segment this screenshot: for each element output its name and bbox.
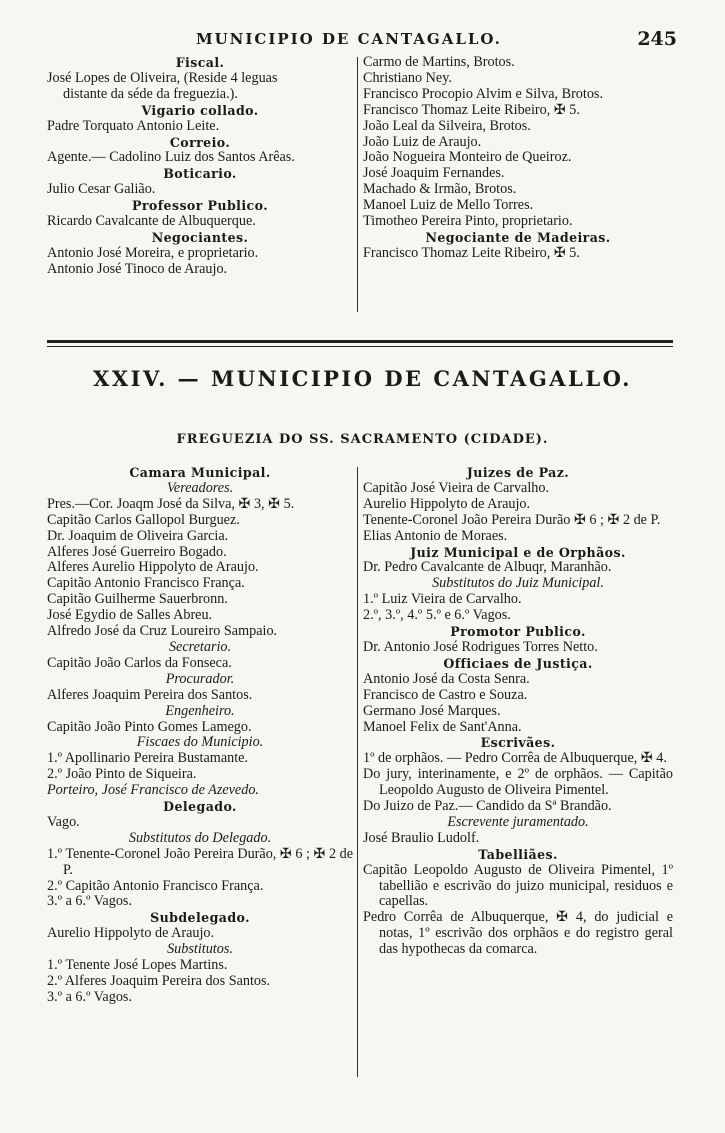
madeiras-heading: Negociante de Madeiras. bbox=[425, 229, 611, 245]
column-divider bbox=[357, 57, 358, 312]
juiz-municipal-heading: Juiz Municipal e de Orphãos. bbox=[410, 544, 626, 560]
escrivao-line: Do Juizo de Paz.— Candido da Sª Brandão. bbox=[363, 799, 612, 815]
boticario-heading: Boticario. bbox=[163, 166, 237, 182]
boticario-line: Julio Cesar Galião. bbox=[47, 182, 156, 198]
juiz-line: Tenente-Coronel João Pereira Durão ✠ 6 ; ✠ 2 de P. bbox=[363, 511, 661, 528]
list-item: João Luiz de Araujo. bbox=[363, 134, 482, 150]
vigario-heading: Vigario collado. bbox=[141, 102, 259, 118]
substitutos-subheading: Substitutos. bbox=[167, 941, 233, 958]
tabelliaes-heading: Tabelliães. bbox=[478, 846, 558, 862]
vereador-line: Capitão Guilherme Sauerbronn. bbox=[47, 592, 228, 608]
vereador-line: José Egydio de Salles Abreu. bbox=[47, 608, 213, 624]
vigario-line: Padre Torquato Antonio Leite. bbox=[47, 118, 220, 134]
juiz-municipal-line: Dr. Pedro Cavalcante de Albuqr, Maranhão. bbox=[363, 560, 612, 576]
escrivaes-heading: Escrivães. bbox=[480, 735, 556, 751]
section-title: FREGUEZIA DO SS. SACRAMENTO (CIDADE). bbox=[176, 432, 549, 447]
list-item: Francisco Procopio Alvim e Silva, Brotos. bbox=[363, 86, 603, 102]
vereador-line: Capitão Carlos Gallopol Burguez. bbox=[47, 512, 240, 528]
secretario-subheading: Secretario. bbox=[168, 638, 232, 655]
juiz-line: Capitão José Vieira de Carvalho. bbox=[363, 480, 550, 496]
subst-delegado-line: 2.º Capitão Antonio Francisco França. bbox=[47, 878, 264, 894]
list-item: Timotheo Pereira Pinto, proprietario. bbox=[363, 214, 573, 230]
substituto-line: 2.º Alferes Joaquim Pereira dos Santos. bbox=[47, 974, 271, 989]
juiz-line: Elias Antonio de Moraes. bbox=[363, 528, 508, 544]
subst-juiz-subheading: Substitutos do Juiz Municipal. bbox=[432, 575, 604, 592]
procurador-subheading: Procurador. bbox=[165, 670, 235, 687]
vereador-line: Alferes José Guerreiro Bogado. bbox=[47, 544, 227, 560]
section-rule bbox=[47, 346, 673, 347]
vereador-line: Dr. Joaquim de Oliveira Garcia. bbox=[47, 528, 229, 544]
official-line: Manoel Felix de Sant'Anna. bbox=[363, 719, 522, 735]
porteiro-line: Porteiro, José Francisco de Azevedo. bbox=[47, 783, 259, 799]
fiscaes-subheading: Fiscaes do Municipio. bbox=[136, 734, 264, 751]
fiscal-line: 2.º João Pinto de Siqueira. bbox=[47, 767, 197, 783]
escrivao-line: 1º de orphãos. — Pedro Corrêa de Albuquerque, ✠ 4. bbox=[363, 750, 667, 767]
subdelegado-heading: Subdelegado. bbox=[150, 910, 250, 926]
negociante-line: Antonio José Moreira, e proprietario. bbox=[47, 245, 259, 261]
fiscal-line: José Lopes de Oliveira, (Reside 4 leguas bbox=[47, 70, 278, 86]
officiaes-heading: Officiaes de Justiça. bbox=[443, 655, 593, 671]
list-item: Machado & Irmão, Brotos. bbox=[363, 182, 517, 198]
subst-juiz-line: 2.º, 3.º, 4.º 5.º e 6.º Vagos. bbox=[363, 608, 511, 624]
engenheiro-subheading: Engenheiro. bbox=[165, 702, 235, 719]
negociante-line: Antonio José Tinoco de Araujo. bbox=[47, 261, 228, 277]
professor-line: Ricardo Cavalcante de Albuquerque. bbox=[47, 214, 256, 230]
camara-heading: Camara Municipal. bbox=[129, 465, 271, 480]
professor-heading: Professor Publico. bbox=[132, 198, 268, 214]
official-line: Antonio José da Costa Senra. bbox=[363, 671, 530, 687]
running-head bbox=[0, 30, 725, 52]
vereador-line: Capitão Antonio Francisco França. bbox=[47, 576, 245, 592]
promotor-heading: Promotor Publico. bbox=[450, 624, 586, 640]
page-number: 245 bbox=[637, 28, 677, 50]
subst-juiz-line: 1.º Luiz Vieira de Carvalho. bbox=[363, 592, 522, 608]
correio-heading: Correio. bbox=[169, 134, 231, 150]
subst-delegado-line: 1.º Tenente-Coronel João Pereira Durão, ✠ 6 ; ✠ 2 de P. bbox=[47, 845, 353, 878]
fiscal-line: 1.º Apollinario Pereira Bustamante. bbox=[47, 751, 249, 767]
list-item: João Nogueira Monteiro de Queiroz. bbox=[363, 150, 572, 166]
chapter-title: XXIV. — MUNICIPIO DE CANTAGALLO. bbox=[93, 366, 632, 391]
section-rule bbox=[47, 340, 673, 343]
vereador-line: Alfredo José da Cruz Loureiro Sampaio. bbox=[47, 624, 278, 640]
top-left-column bbox=[47, 55, 353, 278]
juiz-line: Aurelio Hippolyto de Araujo. bbox=[363, 496, 531, 512]
running-title: MUNICIPIO DE CANTAGALLO. bbox=[196, 30, 502, 48]
list-item: José Joaquim Fernandes. bbox=[363, 166, 505, 182]
subdelegado-line: Aurelio Hippolyto de Araujo. bbox=[47, 926, 215, 942]
official-line: Francisco de Castro e Souza. bbox=[363, 687, 528, 703]
subst-delegado-line: 3.º a 6.º Vagos. bbox=[47, 894, 132, 910]
tabelliao-line: Pedro Corrêa de Albuquerque, ✠ 4, do judicial e notas, 1º escrivão dos orphãos e do registro geral das hypothecas da comarca. bbox=[363, 909, 673, 958]
fiscal-line: distante da séde da freguezia.). bbox=[63, 85, 238, 102]
fiscal-heading: Fiscal. bbox=[175, 55, 225, 70]
substituto-line: 3.º a 6.º Vagos. bbox=[47, 989, 132, 1005]
secretario-line: Capitão João Carlos da Fonseca. bbox=[47, 655, 232, 671]
correio-line: Agente.— Cadolino Luiz dos Santos Arêas. bbox=[47, 150, 295, 166]
list-item: Christiano Ney. bbox=[363, 70, 452, 86]
escrivao-line: Do jury, interinamente, e 2º de orphãos. — Capitão Leopoldo Augusto de Oliveira Pimentel. bbox=[363, 766, 673, 799]
subst-delegado-subheading: Substitutos do Delegado. bbox=[128, 829, 272, 846]
madeiras-line: Francisco Thomaz Leite Ribeiro, ✠ 5. bbox=[363, 245, 580, 261]
vereadores-subheading: Vereadores. bbox=[166, 479, 234, 496]
list-item: João Leal da Silveira, Brotos. bbox=[363, 118, 531, 134]
top-right-column bbox=[363, 55, 673, 262]
procurador-line: Alferes Joaquim Pereira dos Santos. bbox=[47, 687, 253, 703]
column-divider bbox=[357, 467, 358, 1077]
lower-right-column bbox=[363, 465, 673, 958]
juizes-heading: Juizes de Paz. bbox=[466, 465, 570, 480]
negociantes-heading: Negociantes. bbox=[151, 229, 249, 245]
list-item: Francisco Thomaz Leite Ribeiro, ✠ 5. bbox=[363, 102, 580, 118]
escrevente-subheading: Escrevente juramentado. bbox=[447, 813, 589, 830]
substituto-line: 1.º Tenente José Lopes Martins. bbox=[47, 958, 228, 974]
vereador-line: Pres.—Cor. Joaqm José da Silva, ✠ 3, ✠ 5. bbox=[47, 496, 295, 512]
official-line: Germano José Marques. bbox=[363, 703, 501, 719]
delegado-line: Vago. bbox=[47, 814, 80, 830]
vereador-line: Alferes Aurelio Hippolyto de Araujo. bbox=[47, 560, 259, 576]
list-item: Carmo de Martins, Brotos. bbox=[363, 55, 515, 70]
list-item: Manoel Luiz de Mello Torres. bbox=[363, 198, 534, 214]
escrevente-line: José Braulio Ludolf. bbox=[363, 830, 480, 846]
delegado-heading: Delegado. bbox=[163, 799, 237, 815]
promotor-line: Dr. Antonio José Rodrigues Torres Netto. bbox=[363, 639, 598, 655]
lower-left-column bbox=[47, 465, 353, 1006]
tabelliao-line: Capitão Leopoldo Augusto de Oliveira Pimentel, 1º tabellião e escrivão do juizo municipal, residuos e capellas. bbox=[363, 861, 673, 910]
engenheiro-line: Capitão João Pinto Gomes Lamego. bbox=[47, 719, 252, 735]
